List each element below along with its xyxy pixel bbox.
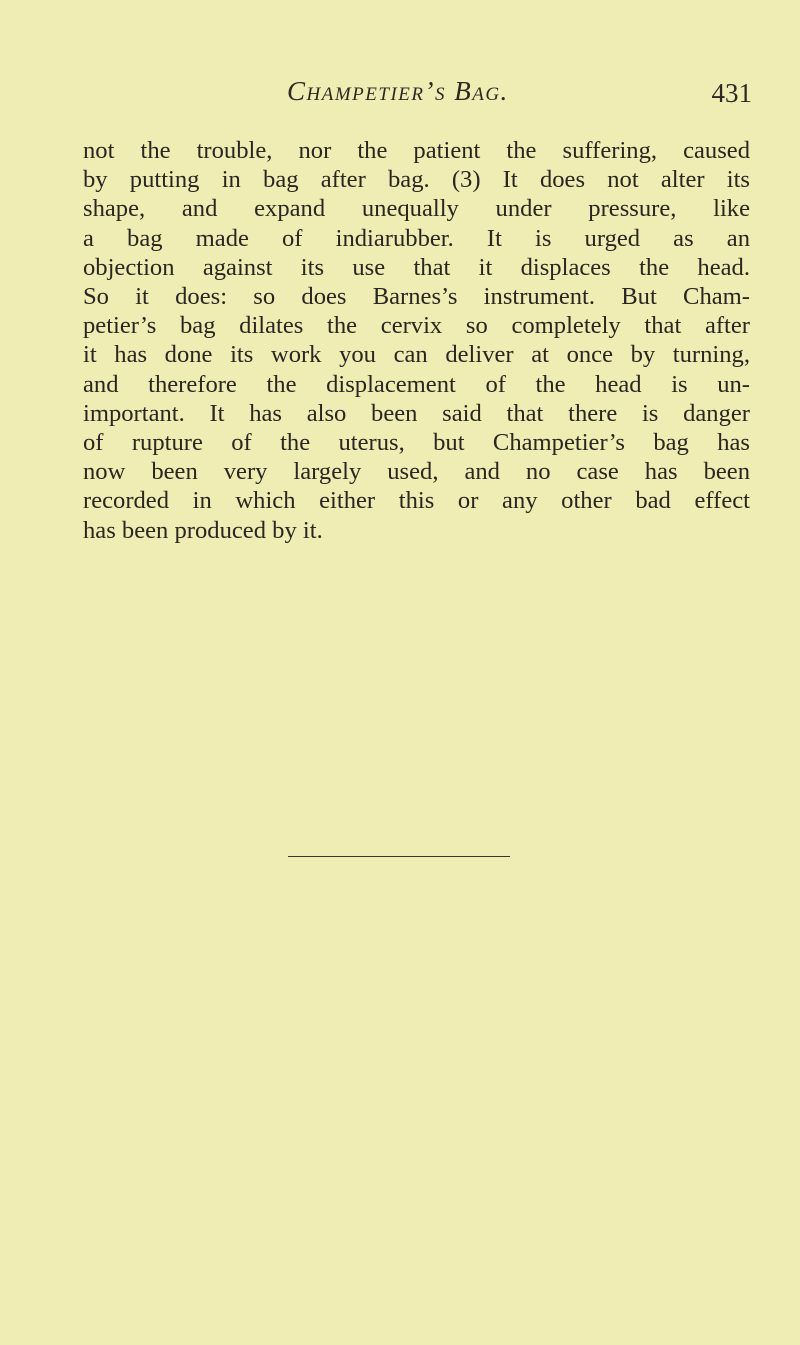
text-line: of rupture of the uterus, but Champetier’s bag has [83, 429, 750, 457]
text-line: by putting in bag after bag. (3) It does not alter its [83, 166, 750, 194]
text-line: petier’s bag dilates the cervix so completely that after [83, 312, 750, 340]
text-line: shape, and expand unequally under pressure, like [83, 195, 750, 223]
text-line: objection against its use that it displaces the head. [83, 253, 750, 281]
page-number: 431 [711, 78, 752, 108]
running-head [82, 76, 752, 116]
text-line: and therefore the displacement of the head is un- [83, 370, 750, 398]
text-line: now been very largely used, and no case has been [83, 458, 750, 486]
text-line: a bag made of indiarubber. It is urged as an [83, 224, 750, 252]
text-line: So it does: so does Barnes’s instrument. But Cham- [83, 283, 750, 311]
body-paragraph [83, 136, 750, 545]
text-line: not the trouble, nor the patient the suffering, caused [83, 137, 750, 164]
section-end-rule [288, 856, 510, 857]
text-line: important. It has also been said that there is danger [83, 399, 750, 427]
text-line: recorded in which either this or any other bad effect [83, 487, 750, 515]
text-line: has been produced by it. [83, 516, 323, 544]
running-title: Champetier’s Bag. [287, 76, 509, 106]
text-line: it has done its work you can deliver at once by turning, [83, 341, 750, 369]
